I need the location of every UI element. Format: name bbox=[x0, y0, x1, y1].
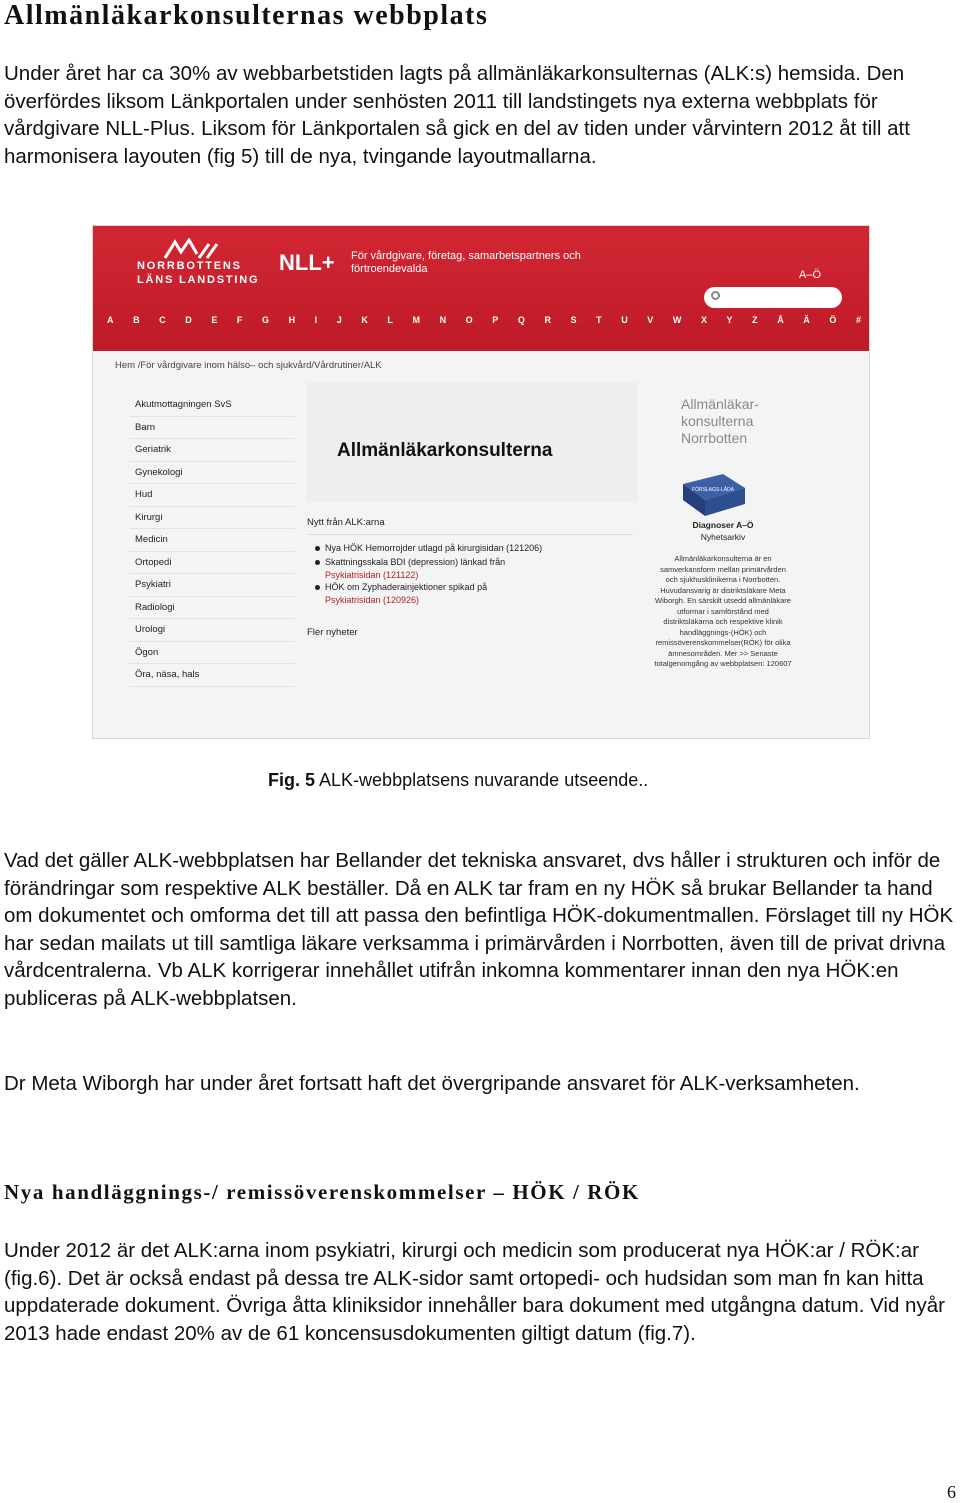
nll-plus-brand: NLL+ bbox=[279, 250, 335, 275]
sidebar-item[interactable]: Psykiatri bbox=[129, 574, 295, 597]
sidebar-item[interactable]: Kirurgi bbox=[129, 507, 295, 530]
alphabet-link[interactable]: J bbox=[336, 315, 342, 325]
alphabet-link[interactable]: G bbox=[261, 315, 269, 325]
more-news-link[interactable]: Fler nyheter bbox=[307, 626, 358, 638]
alphabet-link[interactable]: O bbox=[465, 315, 473, 325]
sidebar-menu bbox=[129, 394, 295, 687]
alphabet-link[interactable]: Ä bbox=[803, 315, 810, 325]
news-title: Nytt från ALK:arna bbox=[307, 517, 633, 535]
a-o-link[interactable]: A–Ö bbox=[799, 269, 822, 281]
section-heading: Allmänläkarkonsulternas webbplats bbox=[4, 0, 489, 31]
paragraph-responsibility: Vad det gäller ALK-webbplatsen har Bellander det tekniska ansvaret, dvs håller i strukturen och inför de förändringar som respektive ALK beställer. Då en ALK tar fram en ny HÖK så brukar Bellander ta hand om dokumentet och omforma det till att passa den befintliga HÖK-dokumentmallen. Förslaget till ny HÖK har sedan mailats ut till samtliga läkare verksamma i primärvården i Norrbotten, även till de privat drivna vårdcentralerna. Vb ALK korrigerar innehållet utifrån inkomna kommentarer innan den nya HÖK:en publiceras på ALK-webbplatsen. bbox=[4, 849, 954, 1010]
sidebar-item[interactable]: Geriatrik bbox=[129, 439, 295, 462]
right-panel-body: Allmänläkarkonsulterna är en samverkansform mellan primärvården och sjukhusklinikerna i Norrbotten. Huvudansvarig är distriktsläkare Meta Wiborgh. En särskilt utsedd allmänläkare utformar i samförstånd med distriktsläkarna och respektive klinik handläggnings-(HÖK) och remissöverenskommelser(RÖK) för olika ämnesområden. Mer >> Senaste totalgenomgång av webbplatsen: 120607 bbox=[654, 554, 792, 668]
sidebar-item[interactable]: Hud bbox=[129, 484, 295, 507]
sidebar-item[interactable]: Ortopedi bbox=[129, 552, 295, 575]
paragraph-wiborgh: Dr Meta Wiborgh har under året fortsatt haft det övergripande ansvaret för ALK-verksamheten. bbox=[4, 1072, 860, 1095]
alphabet-link[interactable]: P bbox=[492, 315, 499, 325]
figure-screenshot bbox=[92, 225, 870, 739]
alphabet-link[interactable]: E bbox=[211, 315, 218, 325]
sidebar-item[interactable]: Gynekologi bbox=[129, 462, 295, 485]
breadcrumb: Hem /För vårdgivare inom hälso– och sjukvård/Vårdrutiner/ALK bbox=[115, 360, 382, 371]
search-icon bbox=[711, 291, 720, 300]
suggestion-box-label: FÖRSLAGS-LÅDA bbox=[692, 487, 734, 493]
page-number: 6 bbox=[947, 1482, 956, 1502]
alphabet-link[interactable]: I bbox=[314, 315, 318, 325]
right-panel-title: Allmänläkar-konsulterna Norrbotten bbox=[681, 396, 759, 446]
alphabet-link[interactable]: L bbox=[387, 315, 393, 325]
news-item[interactable]: Nya HÖK Hemorrojder utlagd på kirurgisidan (121206) bbox=[307, 543, 633, 555]
alphabet-link[interactable]: # bbox=[855, 315, 861, 325]
logo-text-line1: NORRBOTTENS bbox=[137, 260, 242, 272]
alphabet-link[interactable]: M bbox=[412, 315, 420, 325]
sidebar-item[interactable]: Öra, näsa, hals bbox=[129, 664, 295, 687]
paragraph-hok: Under 2012 är det ALK:arna inom psykiatri, kirurgi och medicin som producerat nya HÖK:ar / RÖK:ar (fig.6). Det är också endast på dessa tre ALK-sidor samt ortopedi- och hudsidan som man fn kan hitta uppdaterade dokument. Övriga åtta kliniksidor innehåller bara dokument med utgångna datum. Vid nyår 2013 hade endast 20% av de 61 koncensusdokumenten giltigt datum (fig.7). bbox=[4, 1239, 945, 1345]
sidebar-item[interactable]: Akutmottagningen SvS bbox=[129, 394, 295, 417]
sidebar-item[interactable]: Medicin bbox=[129, 529, 295, 552]
suggestion-box-icon[interactable] bbox=[673, 464, 753, 518]
alphabet-link[interactable]: Y bbox=[726, 315, 733, 325]
alphabet-link[interactable]: Z bbox=[752, 315, 758, 325]
alphabet-link[interactable]: K bbox=[361, 315, 368, 325]
logo-mark-icon bbox=[163, 238, 238, 260]
alphabet-link[interactable]: N bbox=[439, 315, 447, 325]
alphabet-link[interactable]: U bbox=[621, 315, 628, 325]
search-input[interactable] bbox=[704, 287, 842, 308]
intro-paragraph: Under året har ca 30% av webbarbetstiden lagts på allmänläkarkonsulternas (ALK:s) hemsida. Den överfördes liksom Länkportalen under senhösten 2011 till landstingets nya externa webbplats för vårdgivare NLL-Plus. Liksom för Länkportalen så gick en del av tiden under vårvintern 2012 åt till att harmonisera layouten (fig 5) till de nya, tvingande layoutmallarna. bbox=[4, 62, 910, 168]
site-header bbox=[93, 226, 870, 351]
diagnoser-link[interactable]: Diagnoser A–Ö bbox=[692, 520, 754, 530]
alphabet-link[interactable]: H bbox=[288, 315, 296, 325]
news-item[interactable]: Skattningsskala BDI (depression) länkad från bbox=[307, 557, 633, 569]
news-section bbox=[307, 517, 633, 638]
banner-title: Allmänläkarkonsulterna bbox=[337, 440, 553, 461]
alphabet-link[interactable]: Å bbox=[777, 315, 784, 325]
alphabet-nav bbox=[107, 315, 861, 331]
alphabet-link[interactable]: X bbox=[700, 315, 707, 325]
alphabet-link[interactable]: T bbox=[596, 315, 602, 325]
alphabet-link[interactable]: A bbox=[107, 315, 114, 325]
caption-text: ALK-webbplatsens nuvarande utseende.. bbox=[319, 770, 649, 790]
logo-text-line2: LÄNS LANDSTING bbox=[137, 274, 260, 286]
alphabet-link[interactable]: R bbox=[544, 315, 551, 325]
figure-caption bbox=[268, 770, 648, 791]
news-item[interactable]: HÖK om Zyphaderainjektioner spikad på bbox=[307, 582, 633, 594]
alphabet-link[interactable]: V bbox=[647, 315, 654, 325]
nyhetsarkiv-link[interactable]: Nyhetsarkiv bbox=[700, 532, 746, 542]
alphabet-link[interactable]: W bbox=[672, 315, 682, 325]
alphabet-link[interactable]: D bbox=[185, 315, 192, 325]
caption-label: Fig. 5 bbox=[268, 770, 316, 790]
news-list bbox=[307, 543, 633, 607]
sidebar-item[interactable]: Radiologi bbox=[129, 597, 295, 620]
sidebar-item[interactable]: Barn bbox=[129, 417, 295, 440]
sidebar-item[interactable]: Ögon bbox=[129, 642, 295, 665]
subsection-heading: Nya handläggnings-/ remissöverenskommelser – HÖK / RÖK bbox=[4, 1180, 640, 1204]
alphabet-link[interactable]: F bbox=[236, 315, 243, 325]
sidebar-item[interactable]: Urologi bbox=[129, 619, 295, 642]
news-item-sub[interactable]: Psykiatrisidan (121122) bbox=[325, 570, 419, 580]
news-item-sub[interactable]: Psykiatrisidan (120926) bbox=[325, 595, 420, 605]
alphabet-link[interactable]: B bbox=[133, 315, 140, 325]
alphabet-link[interactable]: C bbox=[159, 315, 166, 325]
banner bbox=[307, 382, 637, 502]
alphabet-link[interactable]: Ö bbox=[829, 315, 837, 325]
alphabet-link[interactable]: Q bbox=[517, 315, 525, 325]
alphabet-link[interactable]: S bbox=[570, 315, 577, 325]
site-tagline: För vårdgivare, företag, samarbetspartners och förtroendevalda bbox=[351, 250, 581, 275]
